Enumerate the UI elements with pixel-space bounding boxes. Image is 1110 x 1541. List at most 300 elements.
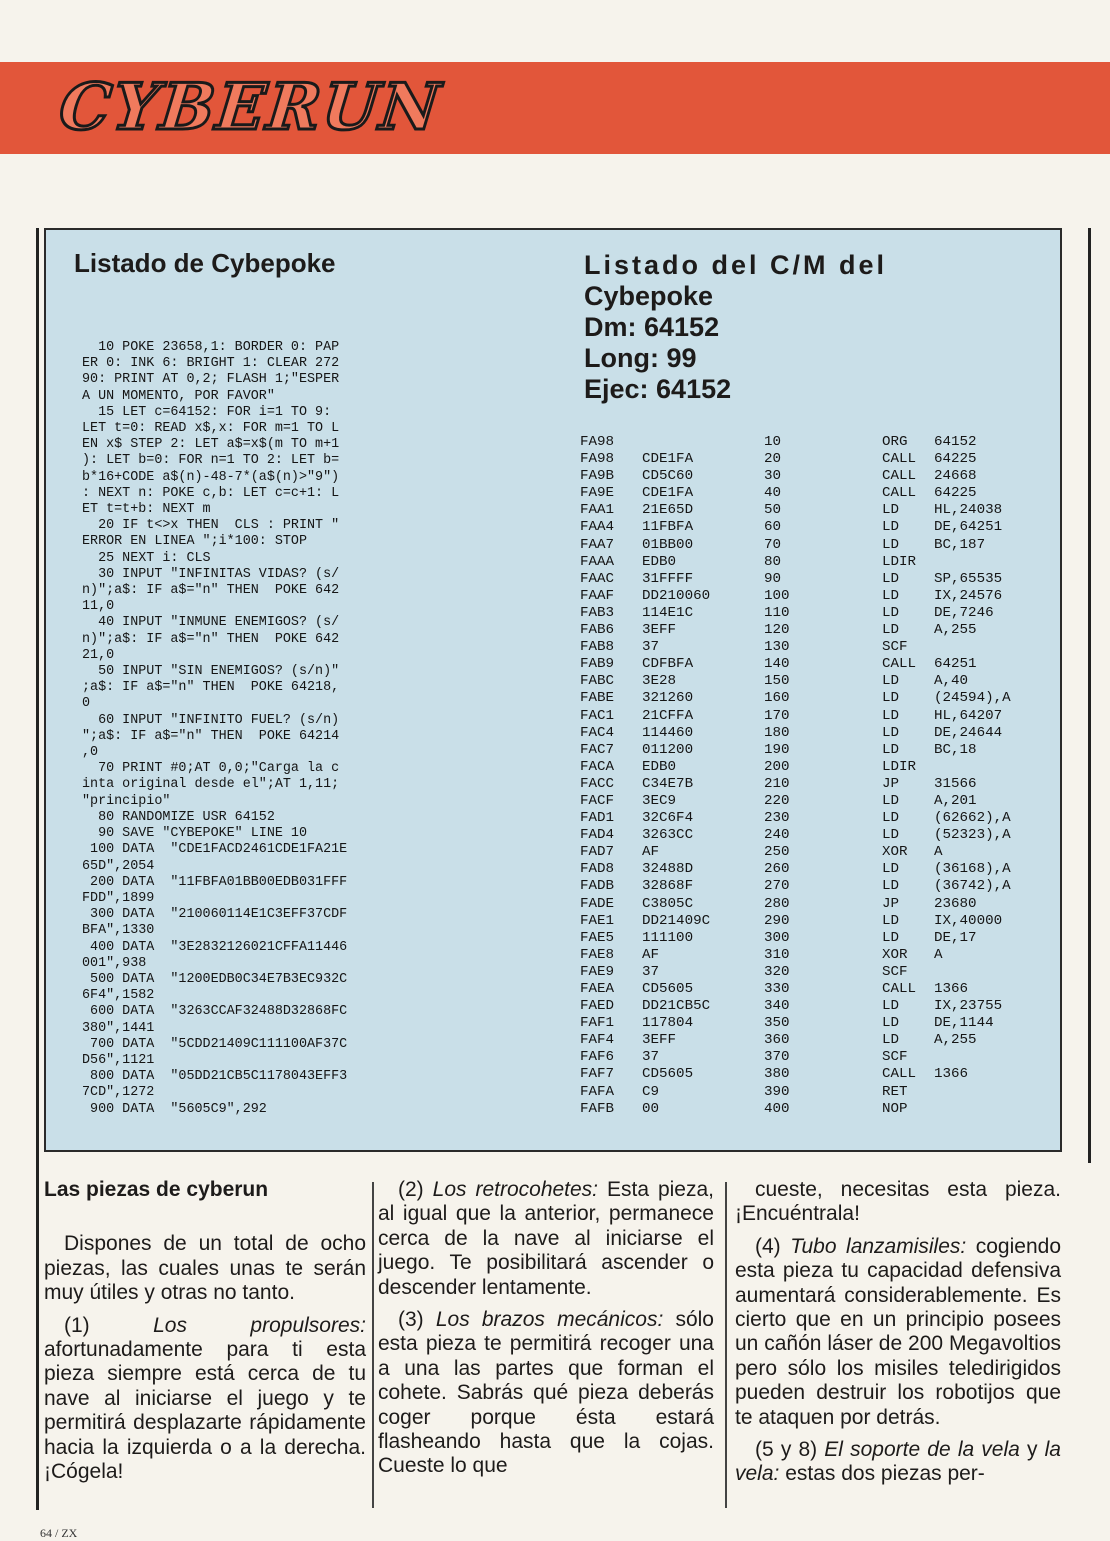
basic-line: ET t=t+b: NEXT m	[82, 502, 211, 518]
asm-mnemonic: LDIR	[882, 553, 917, 570]
asm-hex-code: DD21409C	[642, 912, 711, 929]
basic-line: 50 INPUT "SIN ENEMIGOS? (s/n)"	[82, 664, 340, 680]
asm-operands: DE,64251	[934, 519, 1003, 536]
asm-operands	[934, 554, 1064, 571]
asm-row	[580, 451, 1064, 468]
asm-hex-code: 21E65D	[642, 502, 694, 519]
asm-row	[580, 861, 1064, 878]
asm-address: FAC7	[580, 741, 615, 758]
asm-hex-code: DD210060	[642, 587, 711, 604]
asm-mnemonic: SCF	[882, 1049, 908, 1066]
asm-operands: 64225	[934, 485, 977, 502]
asm-operands: 1366	[934, 981, 969, 997]
asm-line-number: 200	[764, 758, 790, 775]
asm-line-number: 220	[764, 792, 790, 809]
asm-hex-code: 3EFF	[642, 1032, 677, 1049]
asm-operands: (52323),A	[934, 827, 1011, 844]
asm-operands: A,201	[934, 792, 977, 809]
asm-line-number: 70	[764, 536, 782, 553]
asm-hex-code: 111100	[642, 929, 694, 946]
column-rule	[372, 1182, 374, 1508]
basic-line: 800 DATA "05DD21CB5C1178043EFF3	[82, 1069, 348, 1085]
basic-line: 380",1441	[82, 1020, 155, 1036]
asm-mnemonic: LD	[882, 929, 900, 946]
asm-operands: IX,40000	[934, 912, 1003, 929]
asm-mnemonic: LD	[882, 827, 900, 844]
asm-row	[580, 759, 1064, 776]
asm-address: FADB	[580, 878, 615, 895]
asm-address: FAA4	[580, 519, 615, 536]
asm-operands: BC,187	[934, 536, 986, 553]
asm-address: FABE	[580, 690, 615, 707]
asm-hex-code: CD5605	[642, 981, 694, 997]
asm-line-number: 250	[764, 844, 790, 861]
article-column-2	[378, 1178, 714, 1487]
asm-mnemonic: LD	[882, 604, 900, 621]
asm-row	[580, 537, 1064, 554]
asm-address: FAF7	[580, 1066, 615, 1083]
asm-operands	[934, 964, 1064, 981]
basic-line: inta original desde el";AT 1,11;	[82, 777, 340, 793]
asm-mnemonic: LD	[882, 519, 900, 536]
asm-line-number: 130	[764, 639, 790, 656]
asm-hex-code: 37	[642, 639, 660, 656]
basic-line: 20 IF t<>x THEN CLS : PRINT "	[82, 518, 340, 534]
asm-line-number: 230	[764, 810, 790, 827]
article-column-1	[44, 1178, 366, 1492]
asm-operands: (36168),A	[934, 861, 1011, 878]
asm-line-number: 30	[764, 468, 782, 485]
article-paragraph	[735, 1235, 1061, 1430]
asm-row	[580, 776, 1064, 793]
asm-mnemonic: CALL	[882, 451, 917, 468]
piece-name: Los brazos mecánicos:	[435, 1308, 664, 1332]
basic-program-listing	[82, 340, 442, 1118]
asm-row	[580, 1084, 1064, 1101]
paragraph-text: Dispones de un total de ocho piezas, las cuales unas te serán muy útiles y otras no tanto.	[44, 1232, 366, 1305]
asm-address: FACC	[580, 775, 615, 792]
asm-hex-code: EDB0	[642, 553, 677, 570]
asm-hex-code: EDB0	[642, 758, 677, 775]
piece-name: Los propulsores:	[153, 1313, 366, 1337]
asm-mnemonic: LD	[882, 673, 900, 690]
asm-operands	[934, 639, 1064, 656]
asm-line-number: 260	[764, 861, 790, 878]
asm-operands	[934, 1049, 1064, 1066]
asm-mnemonic: LD	[882, 536, 900, 553]
asm-hex-code: 117804	[642, 1015, 694, 1032]
basic-line: b*16+CODE a$(n)-48-7*(a$(n)>"9")	[82, 469, 340, 485]
asm-mnemonic: NOP	[882, 1100, 908, 1117]
basic-line: FDD",1899	[82, 890, 155, 906]
basic-line: 7CD",1272	[82, 1085, 155, 1101]
asm-line-number: 240	[764, 827, 790, 844]
asm-line-number: 60	[764, 519, 782, 536]
asm-hex-code: AF	[642, 844, 660, 861]
asm-line-number: 380	[764, 1066, 790, 1083]
asm-operands	[934, 759, 1064, 776]
basic-listing-title: Listado de Cybepoke	[74, 248, 336, 278]
asm-mnemonic: LD	[882, 587, 900, 604]
asm-mnemonic: XOR	[882, 844, 908, 861]
asm-operands: A,255	[934, 1032, 977, 1049]
asm-mnemonic: JP	[882, 775, 900, 792]
article-heading: Las piezas de cyberun	[44, 1178, 269, 1201]
article-paragraph	[378, 1308, 714, 1479]
asm-address: FAC1	[580, 707, 615, 724]
basic-line: 90: PRINT AT 0,2; FLASH 1;"ESPER	[82, 372, 340, 388]
asm-row	[580, 605, 1064, 622]
asm-row	[580, 656, 1064, 673]
asm-mnemonic: CALL	[882, 485, 917, 502]
asm-hex-code: DD21CB5C	[642, 998, 711, 1015]
asm-mnemonic: LD	[882, 878, 900, 895]
basic-line: 30 INPUT "INFINITAS VIDAS? (s/	[82, 566, 340, 582]
asm-address: FAF4	[580, 1032, 615, 1049]
asm-line-number: 320	[764, 963, 790, 980]
asm-line-number: 170	[764, 707, 790, 724]
asm-row	[580, 930, 1064, 947]
basic-line: A UN MOMENTO, POR FAVOR"	[82, 388, 275, 404]
paragraph-text: cogiendo esta pieza tu capacidad defensiva aumentará considerablemente. Es cierto que en un principio posees un cañón láser de 200 Megavoltios pero sólo los misiles teledirigidos pueden destruir los robotijos que te ataquen por detrás.	[735, 1234, 1061, 1429]
basic-line: 15 LET c=64152: FOR i=1 TO 9:	[82, 404, 332, 420]
paragraph-text: estas dos piezas per-	[779, 1462, 985, 1486]
asm-line-number: 10	[764, 434, 782, 450]
piece-number: (2)	[398, 1178, 424, 1201]
asm-mnemonic: LD	[882, 707, 900, 724]
asm-address: FAA7	[580, 536, 615, 553]
basic-line: 40 INPUT "INMUNE ENEMIGOS? (s/	[82, 615, 340, 631]
asm-line-number: 150	[764, 673, 790, 690]
asm-operands: 23680	[934, 895, 977, 912]
asm-row	[580, 485, 1064, 502]
asm-line-number: 310	[764, 946, 790, 963]
asm-mnemonic: LDIR	[882, 758, 917, 775]
asm-line-number: 330	[764, 981, 790, 997]
asm-hex-code: 114460	[642, 724, 694, 741]
asm-address: FAD8	[580, 861, 615, 878]
asm-line-number: 210	[764, 775, 790, 792]
asm-row	[580, 947, 1064, 964]
asm-row	[580, 878, 1064, 895]
paragraph-text: sólo esta pieza te permitirá recoger una a una las partes que forman el cohete. Sabrás qué pieza deberás coger porque ésta estará flasheando hasta que la cojas. Cueste lo que	[378, 1308, 714, 1478]
asm-operands	[934, 1084, 1064, 1101]
asm-address: FAAA	[580, 553, 615, 570]
article-paragraph	[44, 1314, 366, 1485]
piece-number: (5 y 8)	[755, 1438, 818, 1462]
asm-hex-code: CD5605	[642, 1066, 694, 1083]
asm-row	[580, 1032, 1064, 1049]
basic-line: 11,0	[82, 599, 115, 615]
asm-line-number: 390	[764, 1083, 790, 1100]
asm-mnemonic: CALL	[882, 656, 917, 673]
asm-address: FAFA	[580, 1083, 615, 1100]
basic-line: 700 DATA "5CDD21409C111100AF37C	[82, 1036, 348, 1052]
asm-hex-code: CDE1FA	[642, 451, 694, 468]
basic-line: D56",1121	[82, 1052, 155, 1068]
asm-address: FAB8	[580, 639, 615, 656]
piece-name: Tubo lanzamisiles:	[790, 1234, 967, 1258]
basic-line: 90 SAVE "CYBEPOKE" LINE 10	[82, 826, 307, 842]
title-banner	[0, 62, 1110, 154]
asm-operands: (24594),A	[934, 690, 1011, 707]
asm-hex-code: 3E28	[642, 673, 677, 690]
basic-line: 600 DATA "3263CCAF32488D32868FC	[82, 1004, 348, 1020]
basic-line: 80 RANDOMIZE USR 64152	[82, 809, 275, 825]
asm-line-number: 300	[764, 929, 790, 946]
asm-address: FAAC	[580, 570, 615, 587]
basic-line: 900 DATA "5605C9",292	[82, 1101, 267, 1117]
asm-operands: HL,24038	[934, 502, 1003, 519]
cm-title-line: Listado del C/M del	[584, 250, 888, 280]
asm-hex-code: 37	[642, 1049, 660, 1066]
asm-row	[580, 1066, 1064, 1083]
asm-operands: 1366	[934, 1066, 969, 1083]
cm-title-line: Dm: 64152	[584, 312, 720, 342]
asm-address: FAD4	[580, 827, 615, 844]
asm-mnemonic: LD	[882, 861, 900, 878]
asm-address: FAF1	[580, 1015, 615, 1032]
asm-operands: BC,18	[934, 741, 977, 758]
asm-row	[580, 690, 1064, 707]
basic-line: EN x$ STEP 2: LET a$=x$(m TO m+1	[82, 437, 340, 453]
asm-address: FABC	[580, 673, 615, 690]
article-paragraph	[378, 1178, 714, 1300]
asm-line-number: 160	[764, 690, 790, 707]
asm-operands: (62662),A	[934, 810, 1011, 827]
asm-operands: IX,23755	[934, 998, 1003, 1015]
asm-row	[580, 810, 1064, 827]
asm-address: FAD7	[580, 844, 615, 861]
asm-mnemonic: LD	[882, 741, 900, 758]
asm-line-number: 50	[764, 502, 782, 519]
asm-row	[580, 913, 1064, 930]
piece-name: El soporte de la vela	[824, 1438, 1020, 1462]
asm-line-number: 20	[764, 451, 782, 468]
asm-operands: (36742),A	[934, 878, 1011, 895]
asm-hex-code: 32C6F4	[642, 810, 694, 827]
frame-rule-right	[1088, 228, 1091, 1163]
cm-title-line: Long: 99	[584, 343, 697, 373]
cm-title-line: Ejec: 64152	[584, 374, 732, 404]
asm-hex-code: 32868F	[642, 878, 694, 895]
asm-line-number: 280	[764, 895, 790, 912]
basic-line: 65D",2054	[82, 858, 155, 874]
asm-mnemonic: LD	[882, 1015, 900, 1032]
asm-operands: DE,24644	[934, 724, 1003, 741]
frame-rule-left	[36, 228, 39, 1510]
asm-row	[580, 502, 1064, 519]
asm-address: FAF6	[580, 1049, 615, 1066]
asm-address: FAB9	[580, 656, 615, 673]
basic-line: BFA",1330	[82, 923, 155, 939]
asm-address: FAA1	[580, 502, 615, 519]
asm-hex-code: 21CFFA	[642, 707, 694, 724]
asm-line-number: 360	[764, 1032, 790, 1049]
asm-mnemonic: XOR	[882, 946, 908, 963]
page-folio: 64 / ZX	[40, 1526, 78, 1540]
asm-operands: 64225	[934, 451, 977, 468]
cm-listing-title	[584, 250, 924, 405]
piece-name: Los retrocohetes:	[432, 1178, 599, 1201]
asm-row	[580, 519, 1064, 536]
asm-row	[580, 827, 1064, 844]
paragraph-text: y	[1019, 1438, 1045, 1462]
asm-address: FA98	[580, 434, 615, 450]
asm-operands: A,255	[934, 622, 977, 639]
asm-address: FA98	[580, 451, 615, 468]
basic-line: n)";a$: IF a$="n" THEN POKE 642	[82, 583, 340, 599]
basic-line: 10 POKE 23658,1: BORDER 0: PAP	[82, 340, 340, 355]
asm-line-number: 110	[764, 604, 790, 621]
asm-operands: 31566	[934, 775, 977, 792]
asm-address: FACA	[580, 758, 615, 775]
asm-mnemonic: LD	[882, 1032, 900, 1049]
asm-operands: HL,64207	[934, 707, 1003, 724]
paragraph-text: afortunadamente para ti esta pieza siempre está cerca de tu nave al iniciarse el juego y te permitirá desplazarte rápidamente hacia la izquierda o a la derecha. ¡Cógela!	[44, 1338, 366, 1484]
asm-mnemonic: LD	[882, 792, 900, 809]
asm-operands: 64152	[934, 434, 977, 450]
asm-hex-code: 3EC9	[642, 792, 677, 809]
asm-hex-code: 37	[642, 963, 660, 980]
asm-hex-code: CD5C60	[642, 468, 694, 485]
basic-line: n)";a$: IF a$="n" THEN POKE 642	[82, 631, 340, 647]
asm-line-number: 90	[764, 570, 782, 587]
asm-mnemonic: ORG	[882, 434, 908, 450]
asm-operands: IX,24576	[934, 587, 1003, 604]
asm-row	[580, 588, 1064, 605]
basic-line: 60 INPUT "INFINITO FUEL? (s/n)	[82, 712, 340, 728]
asm-hex-code: AF	[642, 946, 660, 963]
asm-address: FAB3	[580, 604, 615, 621]
asm-mnemonic: LD	[882, 998, 900, 1015]
asm-row	[580, 1015, 1064, 1032]
basic-line: ): LET b=0: FOR n=1 TO 2: LET b=	[82, 453, 340, 469]
basic-line: ";a$: IF a$="n" THEN POKE 64214	[82, 728, 340, 744]
basic-line: "principio"	[82, 793, 171, 809]
asm-hex-code: CDE1FA	[642, 485, 694, 502]
assembler-listing	[580, 434, 1064, 1118]
piece-number: (3)	[398, 1308, 424, 1332]
asm-line-number: 40	[764, 485, 782, 502]
asm-address: FAB6	[580, 622, 615, 639]
cm-title-line: Cybepoke	[584, 281, 714, 311]
asm-operands: A	[934, 946, 943, 963]
asm-hex-code: 3EFF	[642, 622, 677, 639]
asm-address: FAE8	[580, 946, 615, 963]
asm-row	[580, 622, 1064, 639]
asm-line-number: 190	[764, 741, 790, 758]
basic-line: 001",938	[82, 955, 147, 971]
asm-address: FAED	[580, 998, 615, 1015]
asm-row	[580, 434, 1064, 451]
asm-operands: A	[934, 844, 943, 861]
asm-hex-code: C3805C	[642, 895, 694, 912]
asm-hex-code: 011200	[642, 741, 694, 758]
asm-row	[580, 673, 1064, 690]
asm-line-number: 100	[764, 587, 790, 604]
asm-operands: 64251	[934, 656, 977, 673]
asm-row	[580, 896, 1064, 913]
asm-address: FA9B	[580, 468, 615, 485]
asm-operands: DE,7246	[934, 604, 994, 621]
basic-line: ;a$: IF a$="n" THEN POKE 64218,	[82, 680, 340, 696]
basic-line: 25 NEXT i: CLS	[82, 550, 211, 566]
asm-operands	[934, 1101, 1064, 1118]
asm-mnemonic: LD	[882, 622, 900, 639]
asm-mnemonic: RET	[882, 1083, 908, 1100]
basic-line: ER 0: INK 6: BRIGHT 1: CLEAR 272	[82, 356, 340, 372]
asm-row	[580, 554, 1064, 571]
basic-line: 100 DATA "CDE1FACD2461CDE1FA21E	[82, 842, 348, 858]
asm-mnemonic: LD	[882, 502, 900, 519]
asm-row	[580, 964, 1064, 981]
asm-row	[580, 1049, 1064, 1066]
asm-line-number: 350	[764, 1015, 790, 1032]
asm-row	[580, 742, 1064, 759]
asm-mnemonic: LD	[882, 570, 900, 587]
basic-line: ERROR EN LINEA ";i*100: STOP	[82, 534, 307, 550]
asm-address: FAE5	[580, 929, 615, 946]
asm-line-number: 180	[764, 724, 790, 741]
paragraph-text: Esta pieza, al igual que la anterior, permanece cerca de la nave al iniciarse el juego. Te posibilitará ascender o descender lentamente.	[378, 1178, 715, 1299]
asm-operands: DE,17	[934, 929, 977, 946]
asm-address: FADE	[580, 895, 615, 912]
asm-line-number: 290	[764, 912, 790, 929]
asm-hex-code: 114E1C	[642, 604, 694, 621]
basic-line: 21,0	[82, 647, 115, 663]
asm-mnemonic: CALL	[882, 981, 917, 997]
asm-hex-code: 3263CC	[642, 827, 694, 844]
article-paragraph	[735, 1178, 1061, 1227]
asm-line-number: 140	[764, 656, 790, 673]
asm-mnemonic: JP	[882, 895, 900, 912]
asm-address: FAD1	[580, 810, 615, 827]
asm-hex-code: C34E7B	[642, 775, 694, 792]
page-title: CYBERUN	[56, 70, 445, 145]
basic-line: LET t=0: READ x$,x: FOR m=1 TO L	[82, 421, 340, 437]
piece-name: la vela:	[735, 1438, 1061, 1486]
asm-row	[580, 468, 1064, 485]
article-paragraph	[735, 1438, 1061, 1487]
asm-line-number: 370	[764, 1049, 790, 1066]
asm-row	[580, 793, 1064, 810]
piece-number: (4)	[755, 1234, 781, 1258]
asm-row	[580, 998, 1064, 1015]
asm-address: FAC4	[580, 724, 615, 741]
asm-row	[580, 981, 1064, 998]
asm-row	[580, 725, 1064, 742]
asm-mnemonic: SCF	[882, 639, 908, 656]
article-column-3	[735, 1178, 1061, 1495]
asm-address: FAFB	[580, 1100, 615, 1117]
basic-line: 200 DATA "11FBFA01BB00EDB031FFF	[82, 874, 348, 890]
asm-hex-code: 01BB00	[642, 536, 694, 553]
column-rule	[725, 1182, 727, 1508]
asm-line-number: 270	[764, 878, 790, 895]
asm-line-number: 80	[764, 553, 782, 570]
asm-hex-code: 321260	[642, 690, 694, 707]
asm-hex-code: 00	[642, 1100, 660, 1117]
asm-mnemonic: LD	[882, 724, 900, 741]
asm-mnemonic: LD	[882, 690, 900, 707]
piece-number: (1)	[64, 1313, 90, 1337]
asm-mnemonic: LD	[882, 810, 900, 827]
asm-hex-code: 11FBFA	[642, 519, 694, 536]
asm-mnemonic: CALL	[882, 468, 917, 485]
article-paragraph	[44, 1232, 366, 1305]
asm-row	[580, 708, 1064, 725]
